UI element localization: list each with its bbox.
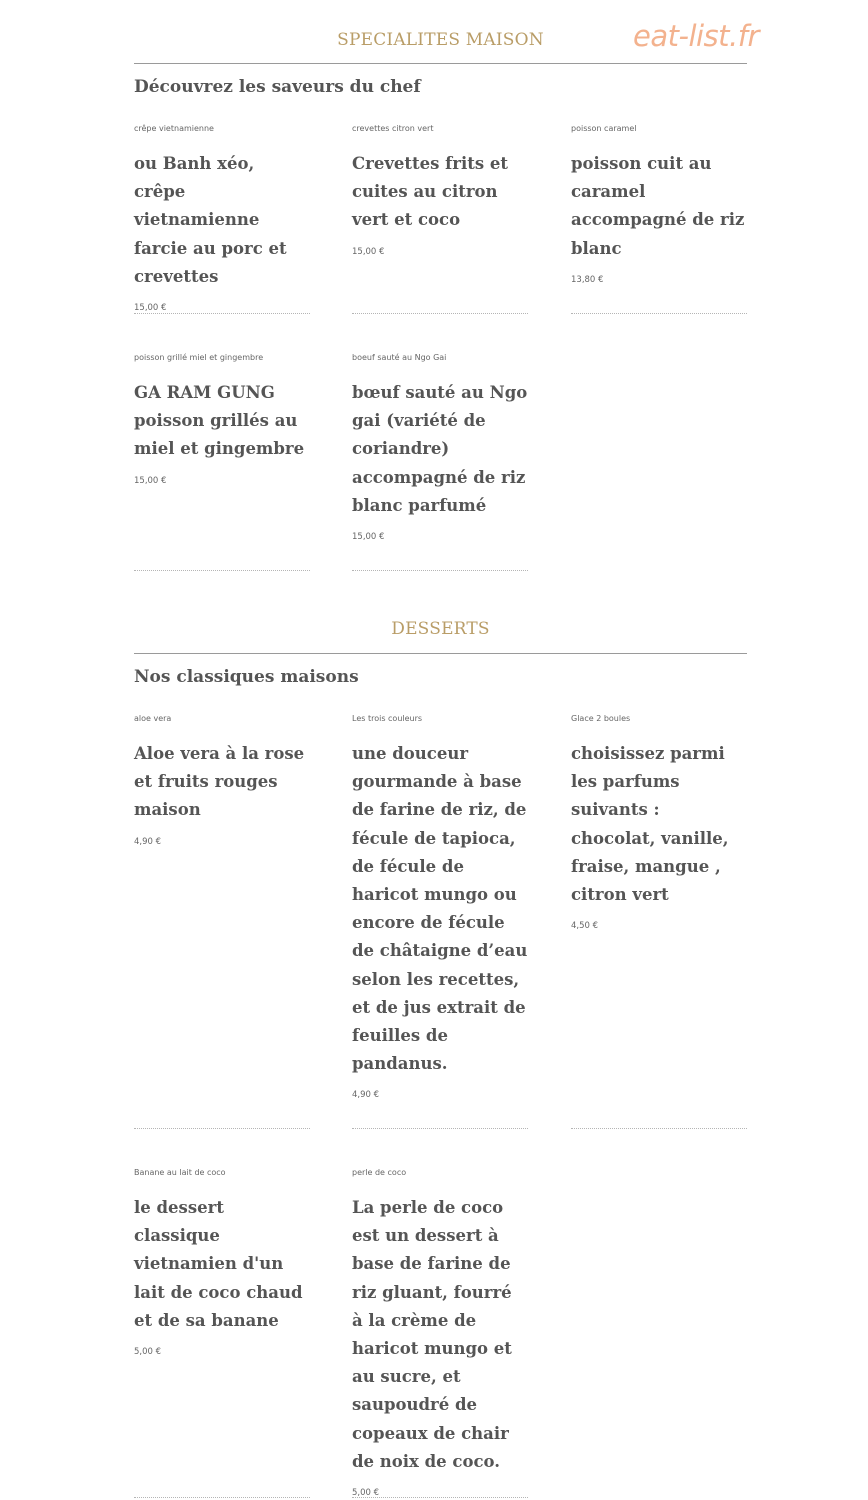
section-divider (134, 63, 747, 64)
item-category: crêpe vietnamienne (134, 124, 214, 133)
item-separator (134, 1128, 310, 1129)
item-description: une douceur gourmande à base de farine de riz, de fécule de tapioca, de fécule de haricot mungo ou encore de fécule de châtaigne d’eau selon les recettes, et de jus extrait de feuilles de pandanus. (352, 744, 528, 1074)
menu-item-crevettes-citron-vert (352, 123, 528, 258)
item-description: bœuf sauté au Ngo gai (variété de coriandre) accompagné de riz blanc parfumé (352, 383, 528, 515)
item-separator (352, 313, 528, 314)
item-category: Banane au lait de coco (134, 1168, 226, 1177)
item-separator (134, 1497, 310, 1498)
section-title-specialites: SPECIALITES MAISON (337, 30, 544, 50)
menu-item-banane-lait-coco (134, 1167, 310, 1358)
item-separator (134, 313, 310, 314)
menu-item-glace-2-boules (571, 713, 747, 932)
menu-item-poisson-caramel (571, 123, 747, 286)
item-description: poisson cuit au caramel accompagné de riz blanc (571, 154, 745, 258)
menu-item-trois-couleurs (352, 713, 528, 1101)
item-category: Glace 2 boules (571, 714, 631, 723)
item-price: 4,90 € (134, 836, 162, 847)
item-category: Les trois couleurs (352, 714, 423, 723)
item-description: ou Banh xéo, crêpe vietnamienne farcie au porc et crevettes (134, 154, 287, 286)
section-title-desserts: DESSERTS (391, 619, 490, 639)
item-price: 15,00 € (134, 303, 167, 314)
item-price: 5,00 € (134, 1347, 162, 1358)
item-category: poisson grillé miel et gingembre (134, 353, 264, 362)
item-price: 13,80 € (571, 274, 604, 285)
item-description: choisissez parmi les parfums suivants : chocolat, vanille, fraise, mangue , citron vert (571, 744, 729, 905)
item-category: perle de coco (352, 1168, 407, 1177)
item-separator (571, 1128, 747, 1129)
section-subtitle-specialites: Découvrez les saveurs du chef (134, 77, 421, 97)
item-description: GA RAM GUNG poisson grillés au miel et gingembre (134, 383, 305, 459)
menu-item-poisson-grille (134, 352, 310, 487)
item-category: poisson caramel (571, 124, 637, 133)
item-description: Aloe vera à la rose et fruits rouges maison (134, 744, 305, 820)
item-price: 4,50 € (571, 921, 599, 932)
item-separator (352, 1497, 528, 1498)
menu-item-aloe-vera (134, 713, 310, 848)
item-price: 15,00 € (352, 532, 385, 543)
menu-item-perle-de-coco (352, 1167, 528, 1499)
item-description: le dessert classique vietnamien d'un lait de coco chaud et de sa banane (134, 1198, 303, 1330)
item-description: La perle de coco est un dessert à base de farine de riz gluant, fourré à la crème de haricot mungo et au sucre, et saupoudré de copeaux de chair de noix de coco. (352, 1198, 512, 1471)
menu-item-crepe-vietnamienne (134, 123, 310, 314)
item-price: 4,90 € (352, 1090, 380, 1101)
item-separator (571, 313, 747, 314)
item-category: aloe vera (134, 714, 172, 723)
item-description: Crevettes frits et cuites au citron vert et coco (352, 154, 509, 230)
watermark-logo: eat-list.fr (633, 19, 759, 53)
section-subtitle-desserts: Nos classiques maisons (134, 667, 359, 687)
item-price: 15,00 € (134, 475, 167, 486)
menu-item-boeuf-saute (352, 352, 528, 543)
item-separator (352, 570, 528, 571)
item-category: crevettes citron vert (352, 124, 434, 133)
item-separator (352, 1128, 528, 1129)
item-price: 15,00 € (352, 246, 385, 257)
item-category: boeuf sauté au Ngo Gai (352, 353, 447, 362)
section-divider (134, 653, 747, 654)
item-separator (134, 570, 310, 571)
item-price: 5,00 € (352, 1488, 380, 1499)
